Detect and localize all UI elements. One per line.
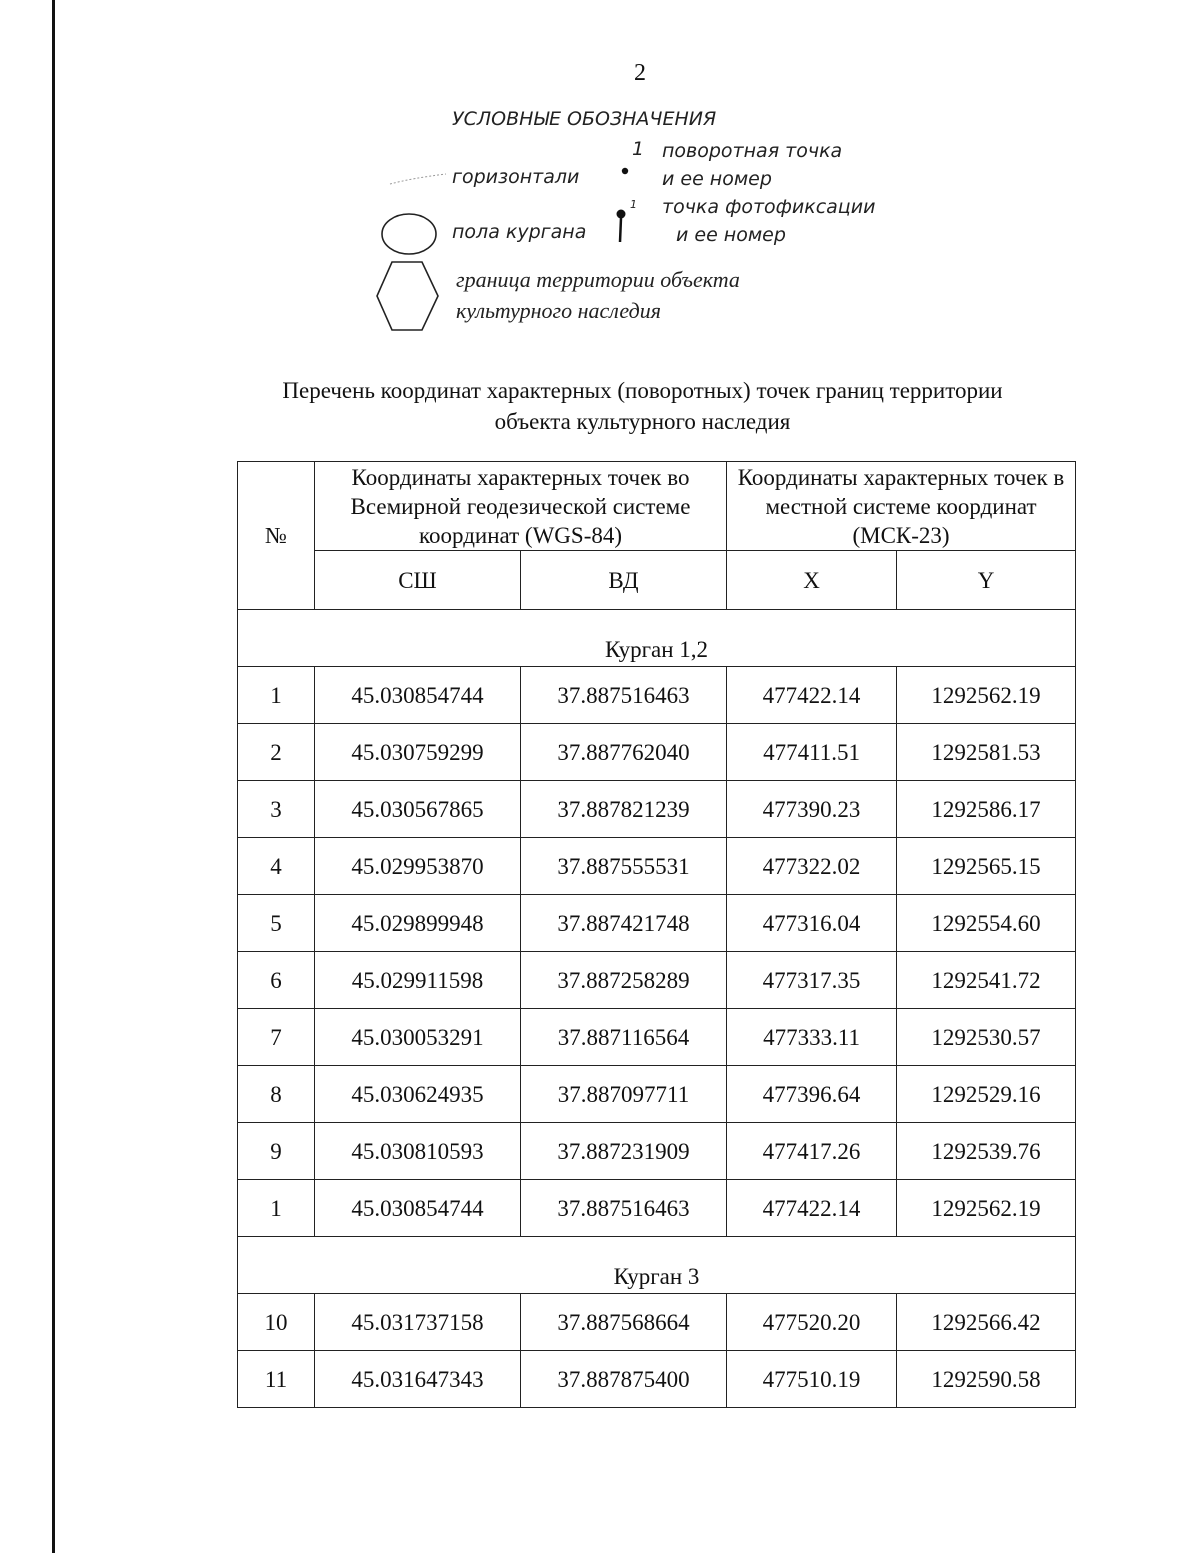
cell-lon: 37.887821239 xyxy=(521,781,727,838)
section-row xyxy=(238,610,1076,667)
cell-y: 1292530.57 xyxy=(897,1009,1076,1066)
cell-y: 1292529.16 xyxy=(897,1066,1076,1123)
cell-lat: 45.031647343 xyxy=(315,1351,521,1408)
photo-point-marker-icon xyxy=(612,206,632,248)
cell-lat: 45.029899948 xyxy=(315,895,521,952)
table-row xyxy=(238,952,1076,1009)
legend-boundary-line2: культурного наследия xyxy=(456,298,661,323)
cell-lon: 37.887116564 xyxy=(521,1009,727,1066)
cell-y: 1292565.15 xyxy=(897,838,1076,895)
legend-mound-floor-label: пола кургана xyxy=(452,221,587,243)
cell-lon: 37.887875400 xyxy=(521,1351,727,1408)
table-row xyxy=(238,724,1076,781)
cell-number: 5 xyxy=(238,895,315,952)
cell-lat: 45.030624935 xyxy=(315,1066,521,1123)
cell-y: 1292566.42 xyxy=(897,1294,1076,1351)
cell-lat: 45.030854744 xyxy=(315,667,521,724)
table-row xyxy=(238,781,1076,838)
table-row xyxy=(238,1351,1076,1408)
page-number: 2 xyxy=(634,60,646,86)
cell-y: 1292590.58 xyxy=(897,1351,1076,1408)
cell-x: 477520.20 xyxy=(727,1294,897,1351)
legend xyxy=(0,0,1200,340)
cell-number: 1 xyxy=(238,667,315,724)
legend-photo-point-line1: точка фотофиксации xyxy=(662,196,876,218)
mound-floor-ellipse-icon xyxy=(380,211,440,257)
cell-x: 477390.23 xyxy=(727,781,897,838)
cell-y: 1292554.60 xyxy=(897,895,1076,952)
section-title: Курган 1,2 xyxy=(238,610,1076,667)
cell-y: 1292541.72 xyxy=(897,952,1076,1009)
cell-number: 3 xyxy=(238,781,315,838)
legend-boundary-line1: граница территории объекта xyxy=(456,267,740,292)
cell-number: 8 xyxy=(238,1066,315,1123)
cell-number: 9 xyxy=(238,1123,315,1180)
cell-lon: 37.887231909 xyxy=(521,1123,727,1180)
cell-lat: 45.031737158 xyxy=(315,1294,521,1351)
cell-x: 477322.02 xyxy=(727,838,897,895)
table-row xyxy=(238,895,1076,952)
cell-lon: 37.887258289 xyxy=(521,952,727,1009)
caption-line2: объекта культурного наследия xyxy=(494,409,791,434)
cell-number: 11 xyxy=(238,1351,315,1408)
table-row xyxy=(238,1123,1076,1180)
legend-turning-point-line1: поворотная точка xyxy=(662,140,843,162)
legend-horizontals-label: горизонтали xyxy=(452,166,580,188)
cell-x: 477411.51 xyxy=(727,724,897,781)
cell-lon: 37.887568664 xyxy=(521,1294,727,1351)
legend-title: УСЛОВНЫЕ ОБОЗНАЧЕНИЯ xyxy=(452,108,717,130)
header-number: № xyxy=(238,462,315,610)
section-title: Курган 3 xyxy=(238,1237,1076,1294)
cell-x: 477333.11 xyxy=(727,1009,897,1066)
turning-point-dot-icon xyxy=(620,166,630,176)
cell-lat: 45.029911598 xyxy=(315,952,521,1009)
cell-lat: 45.030810593 xyxy=(315,1123,521,1180)
cell-lon: 37.887097711 xyxy=(521,1066,727,1123)
table-row xyxy=(238,667,1076,724)
cell-x: 477417.26 xyxy=(727,1123,897,1180)
cell-lat: 45.029953870 xyxy=(315,838,521,895)
header-lat: СШ xyxy=(315,551,521,610)
contour-line-icon xyxy=(388,170,448,190)
cell-lat: 45.030567865 xyxy=(315,781,521,838)
cell-number: 10 xyxy=(238,1294,315,1351)
cell-x: 477422.14 xyxy=(727,1180,897,1237)
cell-number: 7 xyxy=(238,1009,315,1066)
table-row xyxy=(238,1180,1076,1237)
cell-lat: 45.030854744 xyxy=(315,1180,521,1237)
boundary-hexagon-icon xyxy=(374,258,442,336)
cell-number: 1 xyxy=(238,1180,315,1237)
cell-lat: 45.030759299 xyxy=(315,724,521,781)
cell-lon: 37.887516463 xyxy=(521,1180,727,1237)
section-row xyxy=(238,1237,1076,1294)
caption-line1: Перечень координат характерных (поворотных) точек границ территории xyxy=(282,378,1003,403)
cell-y: 1292562.19 xyxy=(897,667,1076,724)
header-lon: ВД xyxy=(521,551,727,610)
cell-lon: 37.887555531 xyxy=(521,838,727,895)
cell-lon: 37.887516463 xyxy=(521,667,727,724)
cell-x: 477510.19 xyxy=(727,1351,897,1408)
header-msk-group: Координаты характерных точек в местной системе координат (МСК-23) xyxy=(727,462,1076,551)
cell-x: 477316.04 xyxy=(727,895,897,952)
cell-lon: 37.887421748 xyxy=(521,895,727,952)
table-row xyxy=(238,1294,1076,1351)
table-caption xyxy=(200,375,1085,437)
cell-y: 1292562.19 xyxy=(897,1180,1076,1237)
cell-lat: 45.030053291 xyxy=(315,1009,521,1066)
cell-x: 477317.35 xyxy=(727,952,897,1009)
cell-x: 477422.14 xyxy=(727,667,897,724)
header-y: Y xyxy=(897,551,1076,610)
table-row xyxy=(238,1066,1076,1123)
cell-lon: 37.887762040 xyxy=(521,724,727,781)
header-wgs-group: Координаты характерных точек во Всемирной геодезической системе координат (WGS-84) xyxy=(315,462,727,551)
cell-y: 1292586.17 xyxy=(897,781,1076,838)
cell-number: 2 xyxy=(238,724,315,781)
legend-turning-point-line2: и ее номер xyxy=(662,168,772,190)
cell-y: 1292539.76 xyxy=(897,1123,1076,1180)
legend-photo-point-line2: и ее номер xyxy=(676,224,786,246)
table-row xyxy=(238,1009,1076,1066)
photo-point-number: 1 xyxy=(630,198,637,211)
cell-y: 1292581.53 xyxy=(897,724,1076,781)
coordinates-table xyxy=(237,461,1076,1408)
cell-number: 6 xyxy=(238,952,315,1009)
turning-point-number: 1 xyxy=(632,138,645,160)
cell-x: 477396.64 xyxy=(727,1066,897,1123)
cell-number: 4 xyxy=(238,838,315,895)
table-row xyxy=(238,838,1076,895)
header-x: X xyxy=(727,551,897,610)
